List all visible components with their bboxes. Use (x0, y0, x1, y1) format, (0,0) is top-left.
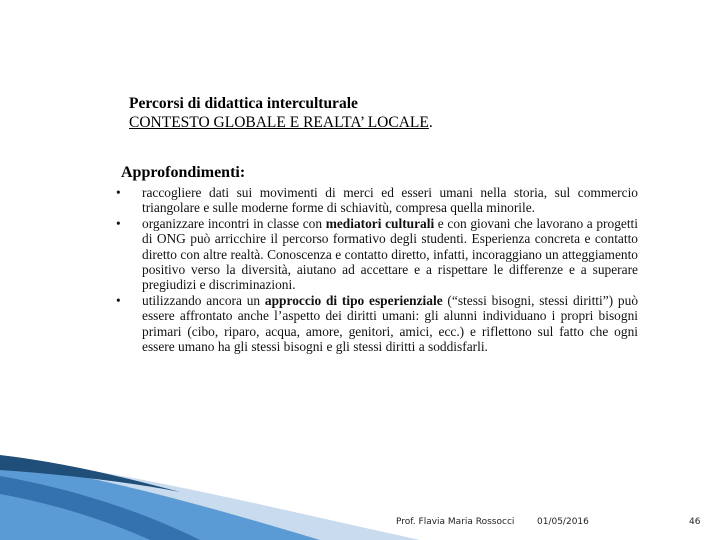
slide-subtitle: CONTESTO GLOBALE E REALTA’ LOCALE (129, 114, 429, 131)
bullet-text: utilizzando ancora un (142, 292, 265, 308)
bullet-bold-text: approccio di tipo esperienziale (264, 292, 443, 308)
bullet-item (114, 216, 638, 293)
bullet-item (114, 293, 638, 355)
bullet-dot-icon: • (116, 185, 121, 200)
bullet-text-after: (“stessi bisogni, stessi diritti”) può essere affrontato anche l’aspetto dei diritti umani: gli alunni individuano i propri bisogni primari (cibo, riparo, acqua, amore, genitori, amici, ecc.) e riflettono sul fatto che ogni essere umano ha gli stessi bisogni e gli stessi diritti a soddisfarli. (142, 292, 639, 355)
bullet-dot-icon: • (116, 292, 121, 308)
slide-header (129, 94, 433, 132)
slide-title: Percorsi di didattica interculturale (129, 95, 358, 112)
bullet-text: organizzare incontri in classe con (142, 215, 326, 231)
bullet-list (114, 185, 638, 354)
slide-subtitle-line (129, 113, 433, 132)
bullet-text: raccogliere dati sui movimenti di merci ed esseri umani nella storia, sul commercio triangolare e sulle moderne forme di schiavitù, compresa quella minorile. (142, 185, 638, 216)
footer-author: Prof. Flavia Maria Rossocci (396, 517, 515, 527)
bullet-dot-icon: • (116, 215, 121, 231)
bullet-bold-text: mediatori culturali (325, 215, 435, 231)
footer-page-number: 46 (689, 517, 701, 527)
footer-date: 01/05/2016 (537, 517, 589, 527)
bullet-text-after: e con giovani che lavorano a progetti di ONG può arricchire il percorso formativo degli studenti. Esperienza concreta e contatto diretto con altre realtà. Conoscenza e contatto diretto, infatti, incoraggiano un atteggiamento positivo verso la diversità, aiutano ad accettare e a rispettare le differenze e a superare pregiudizi e discriminazioni. (142, 215, 638, 293)
bullet-item (114, 185, 638, 216)
slide-subtitle-period: . (428, 114, 433, 131)
section-heading: Approfondimenti: (121, 164, 246, 181)
